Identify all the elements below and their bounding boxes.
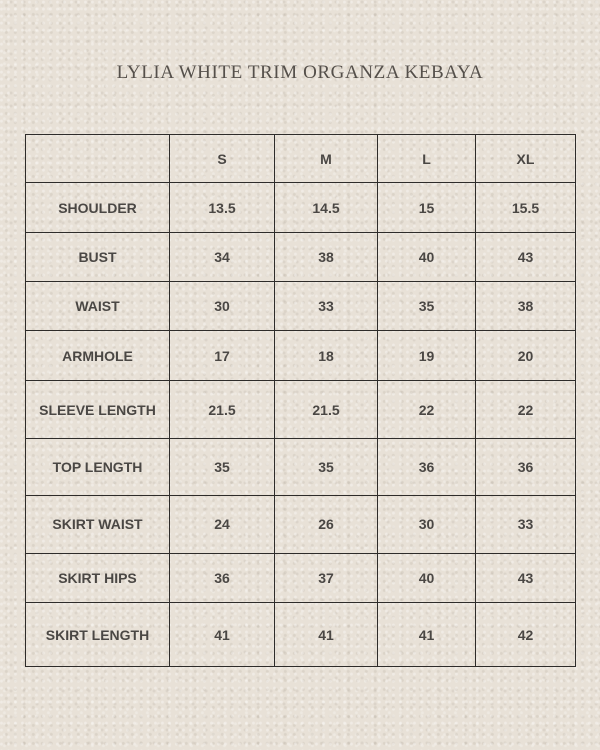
table-cell: 35 — [170, 439, 275, 495]
table-cell: 42 — [476, 603, 576, 667]
header-cell-m: M — [275, 135, 378, 183]
table-cell: 36 — [170, 554, 275, 603]
table-cell: 19 — [378, 331, 476, 380]
table-cell: 21.5 — [170, 380, 275, 438]
table-row — [26, 282, 576, 331]
header-cell-s: S — [170, 135, 275, 183]
table-cell: 36 — [476, 439, 576, 495]
table-cell: 20 — [476, 331, 576, 380]
row-label: SKIRT LENGTH — [26, 603, 170, 667]
table-row — [26, 603, 576, 667]
page-title: LYLIA WHITE TRIM ORGANZA KEBAYA — [116, 62, 484, 83]
table-cell: 36 — [378, 439, 476, 495]
table-cell: 18 — [275, 331, 378, 380]
header-cell-l: L — [378, 135, 476, 183]
row-label: BUST — [26, 232, 170, 281]
table-row — [26, 380, 576, 438]
table-cell: 17 — [170, 331, 275, 380]
table-row — [26, 495, 576, 553]
size-chart-table — [25, 134, 576, 667]
row-label: SHOULDER — [26, 183, 170, 232]
row-label: ARMHOLE — [26, 331, 170, 380]
row-label: SKIRT HIPS — [26, 554, 170, 603]
table-row — [26, 232, 576, 281]
row-label: WAIST — [26, 282, 170, 331]
table-row — [26, 331, 576, 380]
table-cell: 35 — [378, 282, 476, 331]
row-label: TOP LENGTH — [26, 439, 170, 495]
table-row — [26, 183, 576, 232]
table-cell: 24 — [170, 495, 275, 553]
table-cell: 26 — [275, 495, 378, 553]
table-cell: 21.5 — [275, 380, 378, 438]
header-cell-xl: XL — [476, 135, 576, 183]
table-cell: 40 — [378, 554, 476, 603]
table-cell: 43 — [476, 554, 576, 603]
table-header-row — [26, 135, 576, 183]
table-cell: 40 — [378, 232, 476, 281]
table-cell: 43 — [476, 232, 576, 281]
table-cell: 41 — [378, 603, 476, 667]
table-cell: 41 — [275, 603, 378, 667]
table-cell: 41 — [170, 603, 275, 667]
table-cell: 22 — [378, 380, 476, 438]
table-cell: 30 — [378, 495, 476, 553]
table-cell: 33 — [476, 495, 576, 553]
table-row — [26, 439, 576, 495]
row-label: SLEEVE LENGTH — [26, 380, 170, 438]
table-cell: 38 — [275, 232, 378, 281]
table-cell: 15.5 — [476, 183, 576, 232]
table-cell: 22 — [476, 380, 576, 438]
table-cell: 14.5 — [275, 183, 378, 232]
table-cell: 35 — [275, 439, 378, 495]
table-cell: 13.5 — [170, 183, 275, 232]
table-cell: 30 — [170, 282, 275, 331]
table-cell: 37 — [275, 554, 378, 603]
table-cell: 15 — [378, 183, 476, 232]
row-label: SKIRT WAIST — [26, 495, 170, 553]
header-cell-corner — [26, 135, 170, 183]
table-cell: 38 — [476, 282, 576, 331]
table-cell: 34 — [170, 232, 275, 281]
table-cell: 33 — [275, 282, 378, 331]
table-row — [26, 554, 576, 603]
